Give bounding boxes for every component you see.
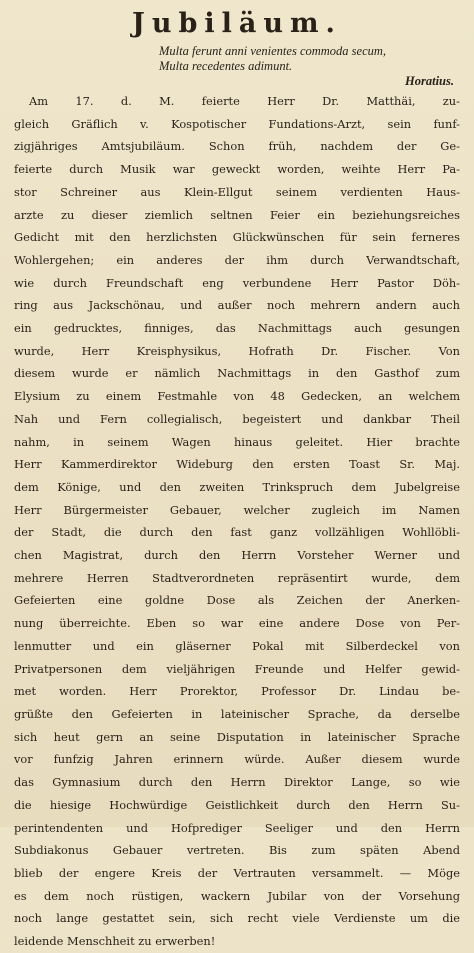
text-line: wie durch Freundschaft eng verbundene Herr Pastor Döh- [14,275,460,290]
text-line: zigjähriges Amtsjubiläum. Schon früh, nachdem der Ge- [14,139,460,154]
text-line: mehrere Herren Stadtverordneten repräsentirt wurde, dem [14,570,460,585]
text-line: nahm, in seinem Wagen hinaus geleitet. Hier brachte [14,434,460,449]
epigraph [159,44,460,74]
text-line: vor funfzig Jahren erinnern würde. Außer diesem wurde [14,752,460,767]
text-line: ring aus Jackschönau, und außer noch mehrern andern auch [14,298,460,313]
text-line: diesem wurde er nämlich Nachmittags in den Gasthof zum [14,366,460,381]
text-line: das Gymnasium durch den Herrn Direktor Lange, so wie [14,775,460,790]
text-line: Subdiakonus Gebauer vertreten. Bis zum späten Abend [14,843,460,858]
text-line: stor Schreiner aus Klein-Ellgut seinem verdienten Haus- [14,184,460,199]
article-title: Jubiläum. [132,8,342,39]
text-line: Privatpersonen dem vieljährigen Freunde und Helfer gewid- [14,661,460,676]
text-line: leidende Menschheit zu erwerben! [14,934,216,949]
text-line: sich heut gern an seine Disputation in lateinischer Sprache [14,729,460,744]
text-line: Herr Bürgermeister Gebauer, welcher zugleich im Namen [14,502,460,517]
text-line: Nah und Fern collegialisch, begeistert und dankbar Theil [14,411,460,426]
epigraph-attribution: Horatius. [405,74,454,88]
text-line: Gedicht mit den herzlichsten Glückwünschen für sein ferneres [14,230,460,245]
text-line: Wohlergehen; ein anderes der ihm durch Verwandtschaft, [14,252,460,267]
epigraph-line: Multa ferunt anni venientes commoda secum, [159,44,387,58]
epigraph-line: Multa recedentes adimunt. [159,59,293,73]
text-line: Herr Kammerdirektor Wideburg den ersten Toast Sr. Maj. [14,457,460,472]
text-line: gleich Gräflich v. Kospotischer Fundations-Arzt, sein funf- [14,116,460,131]
text-line: perintendenten und Hofprediger Seeliger und den Herrn [14,820,460,835]
text-line: blieb der engere Kreis der Vertrauten versammelt. — Möge [14,865,460,880]
text-line: Gefeierten eine goldne Dose als Zeichen der Anerken- [14,593,460,608]
text-line: wurde, Herr Kreisphysikus, Hofrath Dr. Fischer. Von [14,343,460,358]
text-line: Am 17. d. M. feierte Herr Dr. Matthäi, zu- [29,94,460,108]
text-line: nung überreichte. Eben so war eine andere Dose von Per- [14,616,460,631]
text-line: chen Magistrat, durch den Herrn Vorsteher Werner und [14,548,460,563]
text-line: feierte durch Musik war geweckt worden, weihte Herr Pa- [14,162,460,177]
text-line: met worden. Herr Prorektor, Professor Dr. Lindau be- [14,684,460,699]
text-line: ein gedrucktes, finniges, das Nachmittags auch gesungen [14,321,460,336]
text-line: die hiesige Hochwürdige Geistlichkeit durch den Herrn Su- [14,797,460,812]
text-line: lenmutter und ein gläserner Pokal mit Silberdeckel von [14,638,460,653]
text-line: es dem noch rüstigen, wackern Jubilar von der Vorsehung [14,888,460,903]
text-line: der Stadt, die durch den fast ganz vollzähligen Wohllöbli- [14,525,460,540]
text-line: dem Könige, und den zweiten Trinkspruch dem Jubelgreise [14,479,460,494]
text-line: Elysium zu einem Festmahle von 48 Gedecken, an welchem [14,389,460,404]
text-line: noch lange gestattet sein, sich recht viele Verdienste um die [14,911,460,926]
article-body [14,90,460,953]
text-line: arzte zu dieser ziemlich seltnen Feier ein beziehungsreiches [14,207,460,222]
text-line: grüßte den Gefeierten in lateinischer Sprache, da derselbe [14,706,460,721]
